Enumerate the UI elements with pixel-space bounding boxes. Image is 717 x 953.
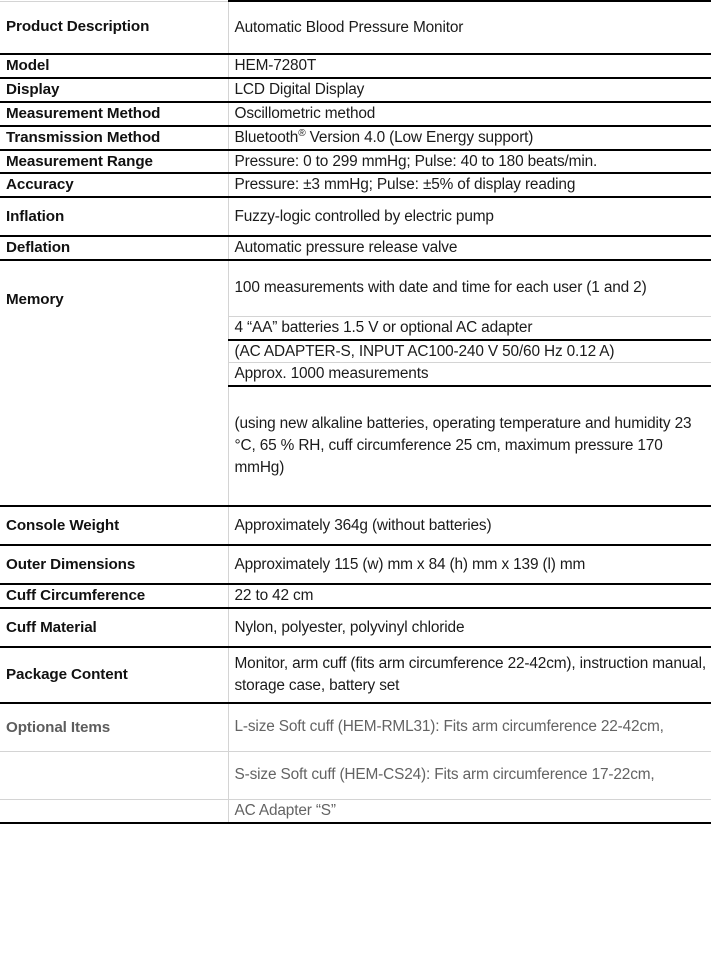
row-value-console-weight: Approximately 364g (without batteries) <box>228 506 711 545</box>
row-label-memory: Memory <box>0 260 228 339</box>
row-value-ac-adapter-spec: (AC ADAPTER-S, INPUT AC100-240 V 50/60 Hz 0.12 A) <box>228 340 711 363</box>
row-label-transmission-method: Transmission Method <box>0 126 228 150</box>
row-value-inflation: Fuzzy-logic controlled by electric pump <box>228 197 711 236</box>
table-row <box>0 608 711 647</box>
row-label-display: Display <box>0 78 228 102</box>
table-row <box>0 584 711 608</box>
table-row <box>0 173 711 197</box>
table-row <box>0 363 711 386</box>
table-row <box>0 799 711 822</box>
row-value-outer-dimensions: Approximately 115 (w) mm x 84 (h) mm x 139 (l) mm <box>228 545 711 584</box>
row-label-measurement-method: Measurement Method <box>0 102 228 126</box>
table-row <box>0 78 711 102</box>
row-label-inflation: Inflation <box>0 197 228 236</box>
row-label-optional-items: Optional Items <box>0 703 228 751</box>
row-value-accuracy: Pressure: ±3 mmHg; Pulse: ±5% of display reading <box>228 173 711 197</box>
table-row <box>0 126 711 150</box>
row-label-cuff-circumference: Cuff Circumference <box>0 584 228 608</box>
row-value-test-conditions: (using new alkaline batteries, operating temperature and humidity 23 °C, 65 % RH, cuff circumference 25 cm, maximum pressure 170 mmHg) <box>228 386 711 506</box>
table-row <box>0 1 711 54</box>
table-row <box>0 647 711 703</box>
table-row <box>0 545 711 584</box>
row-value-display: LCD Digital Display <box>228 78 711 102</box>
table-row <box>0 102 711 126</box>
row-label-empty-battery-life <box>0 363 228 386</box>
row-value-battery-life: Approx. 1000 measurements <box>228 363 711 386</box>
row-label-deflation: Deflation <box>0 236 228 260</box>
table-row <box>0 197 711 236</box>
row-value-measurement-range: Pressure: 0 to 299 mmHg; Pulse: 40 to 180 beats/min. <box>228 150 711 174</box>
row-value-optional-ac-adapter: AC Adapter “S” <box>228 799 711 822</box>
table-row <box>0 506 711 545</box>
bluetooth-version: Version 4.0 (Low Energy support) <box>305 128 534 146</box>
table-row <box>0 751 711 799</box>
row-label-console-weight: Console Weight <box>0 506 228 545</box>
row-label-model: Model <box>0 54 228 78</box>
row-value-measurement-method: Oscillometric method <box>228 102 711 126</box>
row-value-power-source: 4 “AA” batteries 1.5 V or optional AC adapter <box>228 316 711 339</box>
table-row <box>0 386 711 506</box>
row-label-accuracy: Accuracy <box>0 173 228 197</box>
row-value-transmission-method <box>228 126 711 150</box>
table-row <box>0 260 711 316</box>
row-label-package-content: Package Content <box>0 647 228 703</box>
row-value-cuff-circumference: 22 to 42 cm <box>228 584 711 608</box>
row-value-optional-s-cuff: S-size Soft cuff (HEM-CS24): Fits arm circumference 17-22cm, <box>228 751 711 799</box>
row-label-empty-s-cuff <box>0 751 228 799</box>
row-value-product-description: Automatic Blood Pressure Monitor <box>228 1 711 54</box>
row-label-cuff-material: Cuff Material <box>0 608 228 647</box>
row-value-optional-l-cuff: L-size Soft cuff (HEM-RML31): Fits arm circumference 22-42cm, <box>228 703 711 751</box>
table-row <box>0 54 711 78</box>
table-row <box>0 236 711 260</box>
row-value-memory-capacity: 100 measurements with date and time for each user (1 and 2) <box>228 260 711 316</box>
bluetooth-word: Bluetooth <box>234 128 299 146</box>
row-value-package-content: Monitor, arm cuff (fits arm circumference 22-42cm), instruction manual, storage case, battery set <box>228 647 711 703</box>
table-row <box>0 340 711 363</box>
row-label-empty-conditions <box>0 386 228 506</box>
table-body <box>0 1 711 823</box>
row-value-model: HEM-7280T <box>228 54 711 78</box>
row-label-product-description: Product Description <box>0 1 228 54</box>
table-row <box>0 703 711 751</box>
row-label-outer-dimensions: Outer Dimensions <box>0 545 228 584</box>
registered-trademark-icon: ® <box>298 127 306 139</box>
row-label-empty-ac-adapter <box>0 340 228 363</box>
row-value-cuff-material: Nylon, polyester, polyvinyl chloride <box>228 608 711 647</box>
row-label-measurement-range: Measurement Range <box>0 150 228 174</box>
row-label-empty-ac-adapter-s <box>0 799 228 822</box>
row-value-deflation: Automatic pressure release valve <box>228 236 711 260</box>
table-row <box>0 150 711 174</box>
